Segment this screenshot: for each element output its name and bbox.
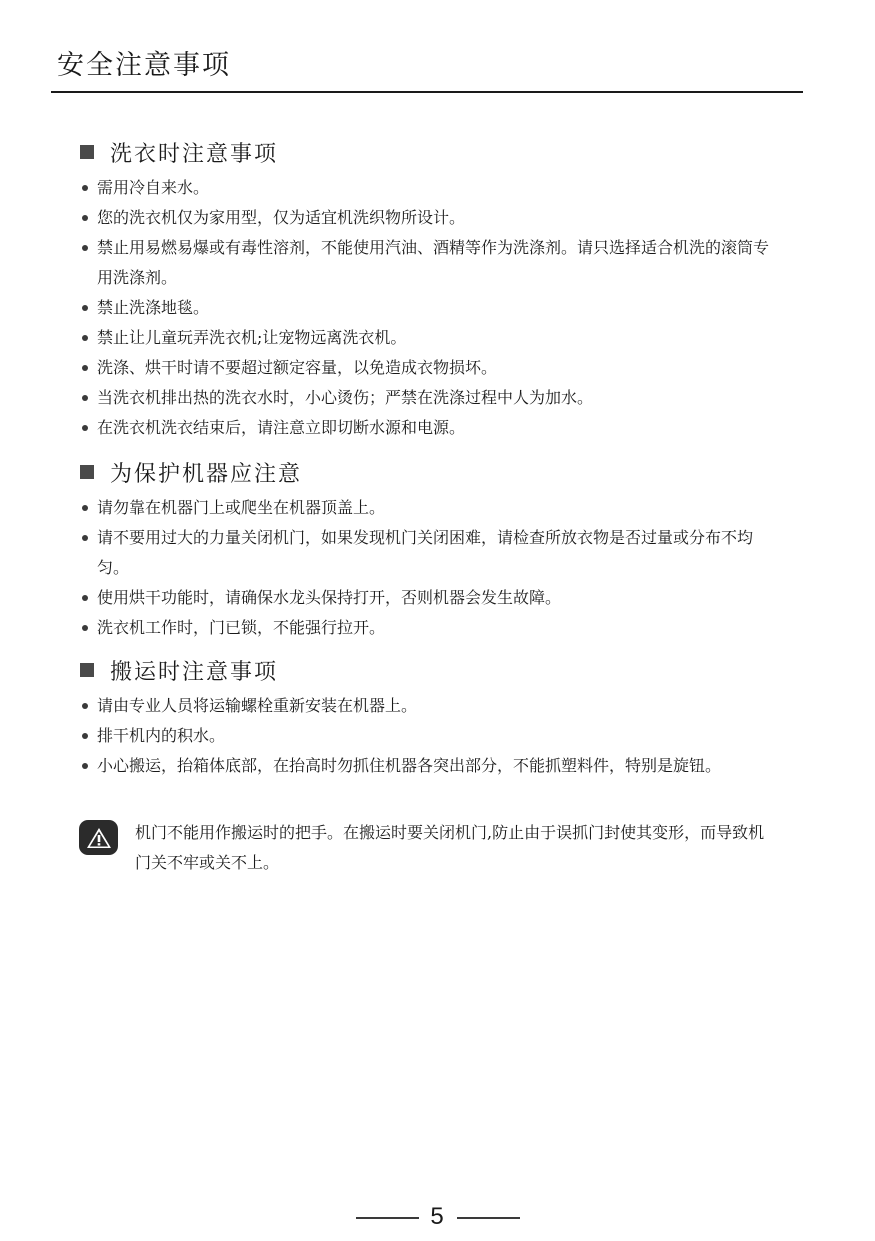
page-footer (0, 1200, 875, 1234)
list-item (80, 353, 777, 383)
bullet-dot-icon (82, 185, 88, 191)
bullet-list (80, 493, 800, 643)
bullet-dot-icon (82, 335, 88, 341)
list-item-text: 当洗衣机排出热的洗衣水时，小心烫伤；严禁在洗涤过程中人为加水。 (97, 388, 594, 407)
section-heading (80, 456, 800, 488)
section-heading-text: 洗衣时注意事项 (110, 141, 279, 167)
section-transport (80, 654, 800, 781)
list-item-text: 禁止用易燃易爆或有毒性溶剂，不能使用汽油、酒精等作为洗涤剂。请只选择适合机洗的滚筒专用洗涤剂。 (97, 238, 770, 287)
footer-rule-left (356, 1217, 419, 1219)
list-item (80, 383, 777, 413)
bullet-dot-icon (82, 425, 88, 431)
list-item-text: 请不要用过大的力量关闭机门，如果发现机门关闭困难，请检查所放衣物是否过量或分布不均匀。 (97, 528, 754, 577)
warning-note (79, 818, 779, 878)
list-item (80, 583, 777, 613)
square-bullet-icon (80, 663, 94, 677)
square-bullet-icon (80, 145, 94, 159)
warning-text: 机门不能用作搬运时的把手。在搬运时要关闭机门,防止由于误抓门封使其变形，而导致机门关不牢或关不上。 (135, 823, 765, 872)
section-heading (80, 654, 800, 686)
warning-triangle-icon (79, 820, 118, 855)
bullet-dot-icon (82, 305, 88, 311)
list-item (80, 293, 777, 323)
list-item-text: 洗涤、烘干时请不要超过额定容量，以免造成衣物损坏。 (97, 358, 498, 377)
list-item (80, 323, 777, 353)
square-bullet-icon (80, 465, 94, 479)
bullet-dot-icon (82, 733, 88, 739)
list-item-text: 在洗衣机洗衣结束后，请注意立即切断水源和电源。 (97, 418, 466, 437)
list-item (80, 233, 777, 293)
bullet-dot-icon (82, 535, 88, 541)
list-item-text: 禁止让儿童玩弄洗衣机;让宠物远离洗衣机。 (97, 328, 407, 347)
bullet-dot-icon (82, 215, 88, 221)
bullet-dot-icon (82, 245, 88, 251)
list-item-text: 请勿靠在机器门上或爬坐在机器顶盖上。 (97, 498, 386, 517)
list-item-text: 排干机内的积水。 (97, 726, 226, 745)
list-item (80, 613, 777, 643)
page-number: 5 (430, 1203, 444, 1230)
list-item-text: 使用烘干功能时，请确保水龙头保持打开，否则机器会发生故障。 (97, 588, 562, 607)
bullet-dot-icon (82, 703, 88, 709)
bullet-dot-icon (82, 595, 88, 601)
section-heading-text: 为保护机器应注意 (110, 461, 303, 487)
list-item-text: 洗衣机工作时，门已锁，不能强行拉开。 (97, 618, 386, 637)
list-item (80, 173, 777, 203)
list-item-text: 您的洗衣机仅为家用型，仅为适宜机洗织物所设计。 (97, 208, 466, 227)
list-item (80, 751, 777, 781)
list-item (80, 523, 777, 583)
list-item-text: 请由专业人员将运输螺栓重新安装在机器上。 (97, 696, 418, 715)
footer-rule-right (457, 1217, 520, 1219)
bullet-dot-icon (82, 625, 88, 631)
bullet-dot-icon (82, 365, 88, 371)
section-machine-protection (80, 456, 800, 643)
list-item (80, 413, 777, 443)
bullet-dot-icon (82, 395, 88, 401)
list-item (80, 721, 777, 751)
bullet-list (80, 691, 800, 781)
bullet-list (80, 173, 800, 443)
page-title: 安全注意事项 (57, 50, 231, 81)
bullet-dot-icon (82, 763, 88, 769)
title-divider (51, 91, 803, 93)
section-heading-text: 搬运时注意事项 (110, 659, 279, 685)
list-item (80, 691, 777, 721)
list-item-text: 小心搬运，抬箱体底部，在抬高时勿抓住机器各突出部分，不能抓塑料件，特别是旋钮。 (97, 756, 722, 775)
section-washing (80, 136, 800, 443)
section-heading (80, 136, 800, 168)
list-item-text: 禁止洗涤地毯。 (97, 298, 210, 317)
list-item-text: 需用冷自来水。 (97, 178, 210, 197)
list-item (80, 203, 777, 233)
list-item (80, 493, 777, 523)
bullet-dot-icon (82, 505, 88, 511)
